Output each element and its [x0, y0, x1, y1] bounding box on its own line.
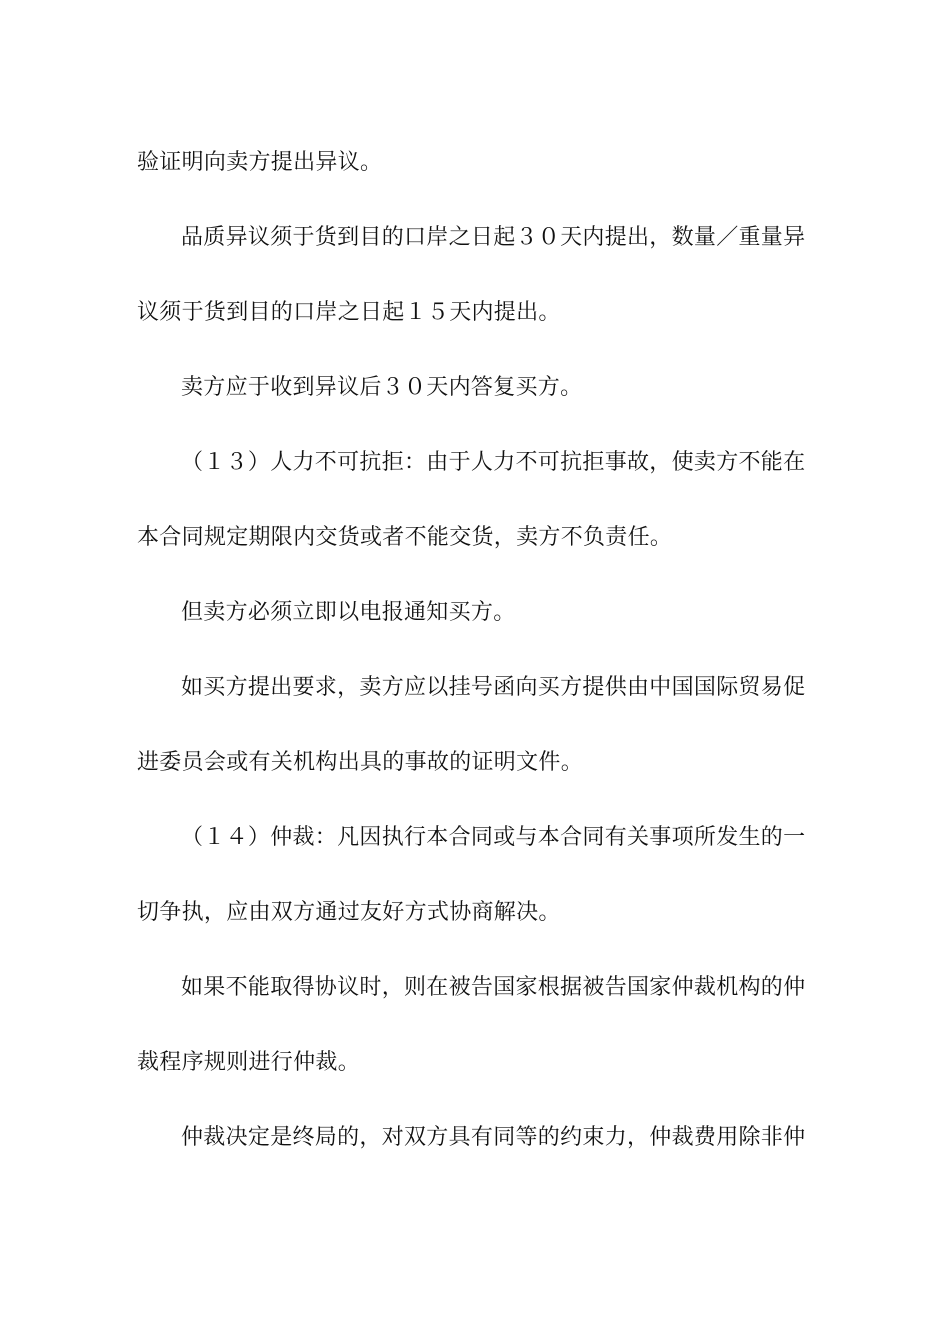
- text-line: 本合同规定期限内交货或者不能交货，卖方不负责任。: [137, 525, 673, 550]
- paragraph-quality-objection: 品质异议须于货到目的口岸之日起３０天内提出，数量／重量异: [181, 225, 806, 250]
- paragraph-certificate: 如买方提出要求，卖方应以挂号函向买方提供由中国国际贸易促: [181, 675, 806, 700]
- paragraph-telegram-notice: 但卖方必须立即以电报通知买方。: [181, 600, 516, 625]
- clause-13-force-majeure: （１３）人力不可抗拒：由于人力不可抗拒事故，使卖方不能在: [181, 450, 806, 475]
- paragraph-seller-reply: 卖方应于收到异议后３０天内答复买方。: [181, 375, 583, 400]
- clause-14-arbitration: （１４）仲裁：凡因执行本合同或与本合同有关事项所发生的一: [181, 825, 806, 850]
- text-line: 验证明向卖方提出异议。: [137, 150, 383, 175]
- text-line: 议须于货到目的口岸之日起１５天内提出。: [137, 300, 561, 325]
- text-line: 切争执，应由双方通过友好方式协商解决。: [137, 900, 561, 925]
- text-line: 裁程序规则进行仲裁。: [137, 1050, 361, 1075]
- paragraph-arbitration-final: 仲裁决定是终局的，对双方具有同等的约束力，仲裁费用除非仲: [181, 1125, 806, 1150]
- paragraph-arbitration-venue: 如果不能取得协议时，则在被告国家根据被告国家仲裁机构的仲: [181, 975, 806, 1000]
- text-line: 进委员会或有关机构出具的事故的证明文件。: [137, 750, 584, 775]
